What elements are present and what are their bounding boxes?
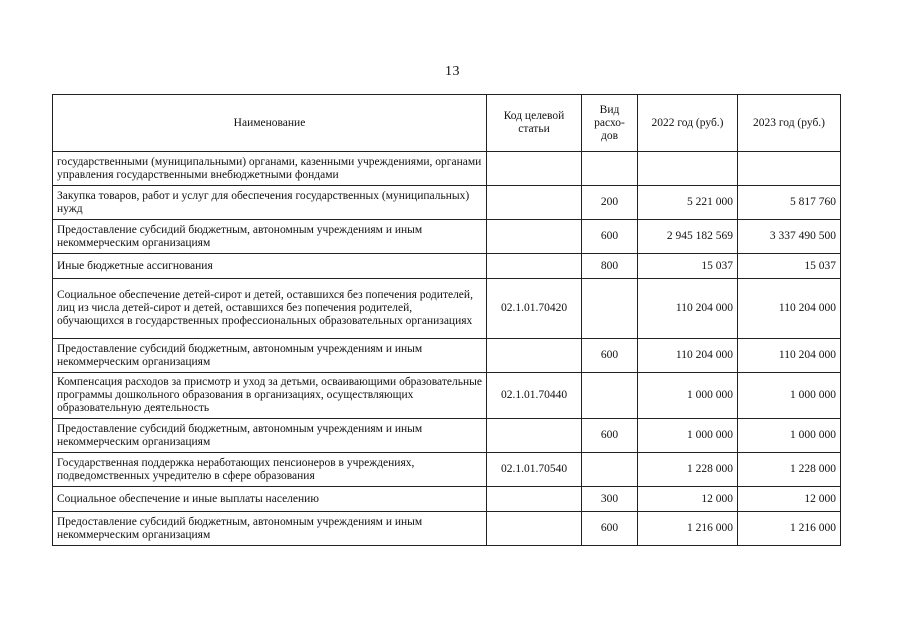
- cell-code: [487, 512, 582, 546]
- cell-2022: 1 228 000: [638, 453, 738, 487]
- cell-name: Предоставление субсидий бюджетным, автономным учреждениям и иным некоммерческим организациям: [53, 339, 487, 373]
- cell-code: [487, 254, 582, 279]
- cell-code: 02.1.01.70420: [487, 279, 582, 339]
- cell-code: [487, 186, 582, 220]
- table-row: [53, 152, 841, 186]
- cell-2022: [638, 152, 738, 186]
- table-row: [53, 186, 841, 220]
- table-header-row: [53, 95, 841, 152]
- cell-name: Социальное обеспечение детей-сирот и детей, оставшихся без попечения родителей, лиц из числа детей-сирот и детей, оставшихся без попечения родителей, обучающихся в государственных профессиональных образовательных организациях: [53, 279, 487, 339]
- header-name: Наименование: [53, 95, 487, 152]
- cell-name: Социальное обеспечение и иные выплаты населению: [53, 487, 487, 512]
- cell-code: [487, 339, 582, 373]
- page-number: 13: [445, 64, 460, 79]
- cell-2023: 3 337 490 500: [738, 220, 841, 254]
- table-row: [53, 373, 841, 419]
- cell-2023: [738, 152, 841, 186]
- cell-2022: 5 221 000: [638, 186, 738, 220]
- cell-code: [487, 220, 582, 254]
- cell-2023: 5 817 760: [738, 186, 841, 220]
- cell-code: [487, 419, 582, 453]
- table-row: [53, 512, 841, 546]
- header-vid: Вид расхо-дов: [582, 95, 638, 152]
- cell-vid: [582, 453, 638, 487]
- cell-vid: 200: [582, 186, 638, 220]
- cell-2023: 110 204 000: [738, 339, 841, 373]
- cell-vid: 600: [582, 419, 638, 453]
- cell-vid: 600: [582, 512, 638, 546]
- table-row: [53, 453, 841, 487]
- header-code: Код целевой статьи: [487, 95, 582, 152]
- cell-name: Иные бюджетные ассигнования: [53, 254, 487, 279]
- cell-2022: 15 037: [638, 254, 738, 279]
- cell-vid: 600: [582, 339, 638, 373]
- cell-2023: 1 000 000: [738, 373, 841, 419]
- cell-2022: 1 216 000: [638, 512, 738, 546]
- cell-code: 02.1.01.70540: [487, 453, 582, 487]
- cell-name: Предоставление субсидий бюджетным, автономным учреждениям и иным некоммерческим организациям: [53, 419, 487, 453]
- table-row: [53, 419, 841, 453]
- cell-code: [487, 487, 582, 512]
- table-row: [53, 279, 841, 339]
- cell-name: Предоставление субсидий бюджетным, автономным учреждениям и иным некоммерческим организациям: [53, 220, 487, 254]
- cell-vid: 300: [582, 487, 638, 512]
- cell-name: Предоставление субсидий бюджетным, автономным учреждениям и иным некоммерческим организациям: [53, 512, 487, 546]
- cell-2023: 110 204 000: [738, 279, 841, 339]
- cell-2023: 1 228 000: [738, 453, 841, 487]
- cell-code: 02.1.01.70440: [487, 373, 582, 419]
- cell-2023: 1 216 000: [738, 512, 841, 546]
- cell-name: Закупка товаров, работ и услуг для обеспечения государственных (муниципальных) нужд: [53, 186, 487, 220]
- cell-vid: [582, 152, 638, 186]
- cell-2022: 110 204 000: [638, 339, 738, 373]
- cell-2023: 15 037: [738, 254, 841, 279]
- table-row: [53, 220, 841, 254]
- cell-code: [487, 152, 582, 186]
- cell-2023: 12 000: [738, 487, 841, 512]
- table-row: [53, 254, 841, 279]
- header-2022: 2022 год (руб.): [638, 95, 738, 152]
- cell-vid: 800: [582, 254, 638, 279]
- table-row: [53, 339, 841, 373]
- cell-vid: 600: [582, 220, 638, 254]
- cell-name: Компенсация расходов за присмотр и уход за детьми, осваивающими образовательные программы дошкольного образования в организациях, осуществляющих образовательную деятельность: [53, 373, 487, 419]
- cell-name: Государственная поддержка неработающих пенсионеров в учреждениях, подведомственных учредителю в сфере образования: [53, 453, 487, 487]
- cell-2022: 12 000: [638, 487, 738, 512]
- cell-2022: 110 204 000: [638, 279, 738, 339]
- cell-2022: 2 945 182 569: [638, 220, 738, 254]
- budget-table: [52, 94, 841, 546]
- cell-2023: 1 000 000: [738, 419, 841, 453]
- table-row: [53, 487, 841, 512]
- cell-2022: 1 000 000: [638, 419, 738, 453]
- cell-vid: [582, 279, 638, 339]
- cell-name: государственными (муниципальными) органами, казенными учреждениями, органами управления государственными внебюджетными фондами: [53, 152, 487, 186]
- cell-vid: [582, 373, 638, 419]
- cell-2022: 1 000 000: [638, 373, 738, 419]
- header-2023: 2023 год (руб.): [738, 95, 841, 152]
